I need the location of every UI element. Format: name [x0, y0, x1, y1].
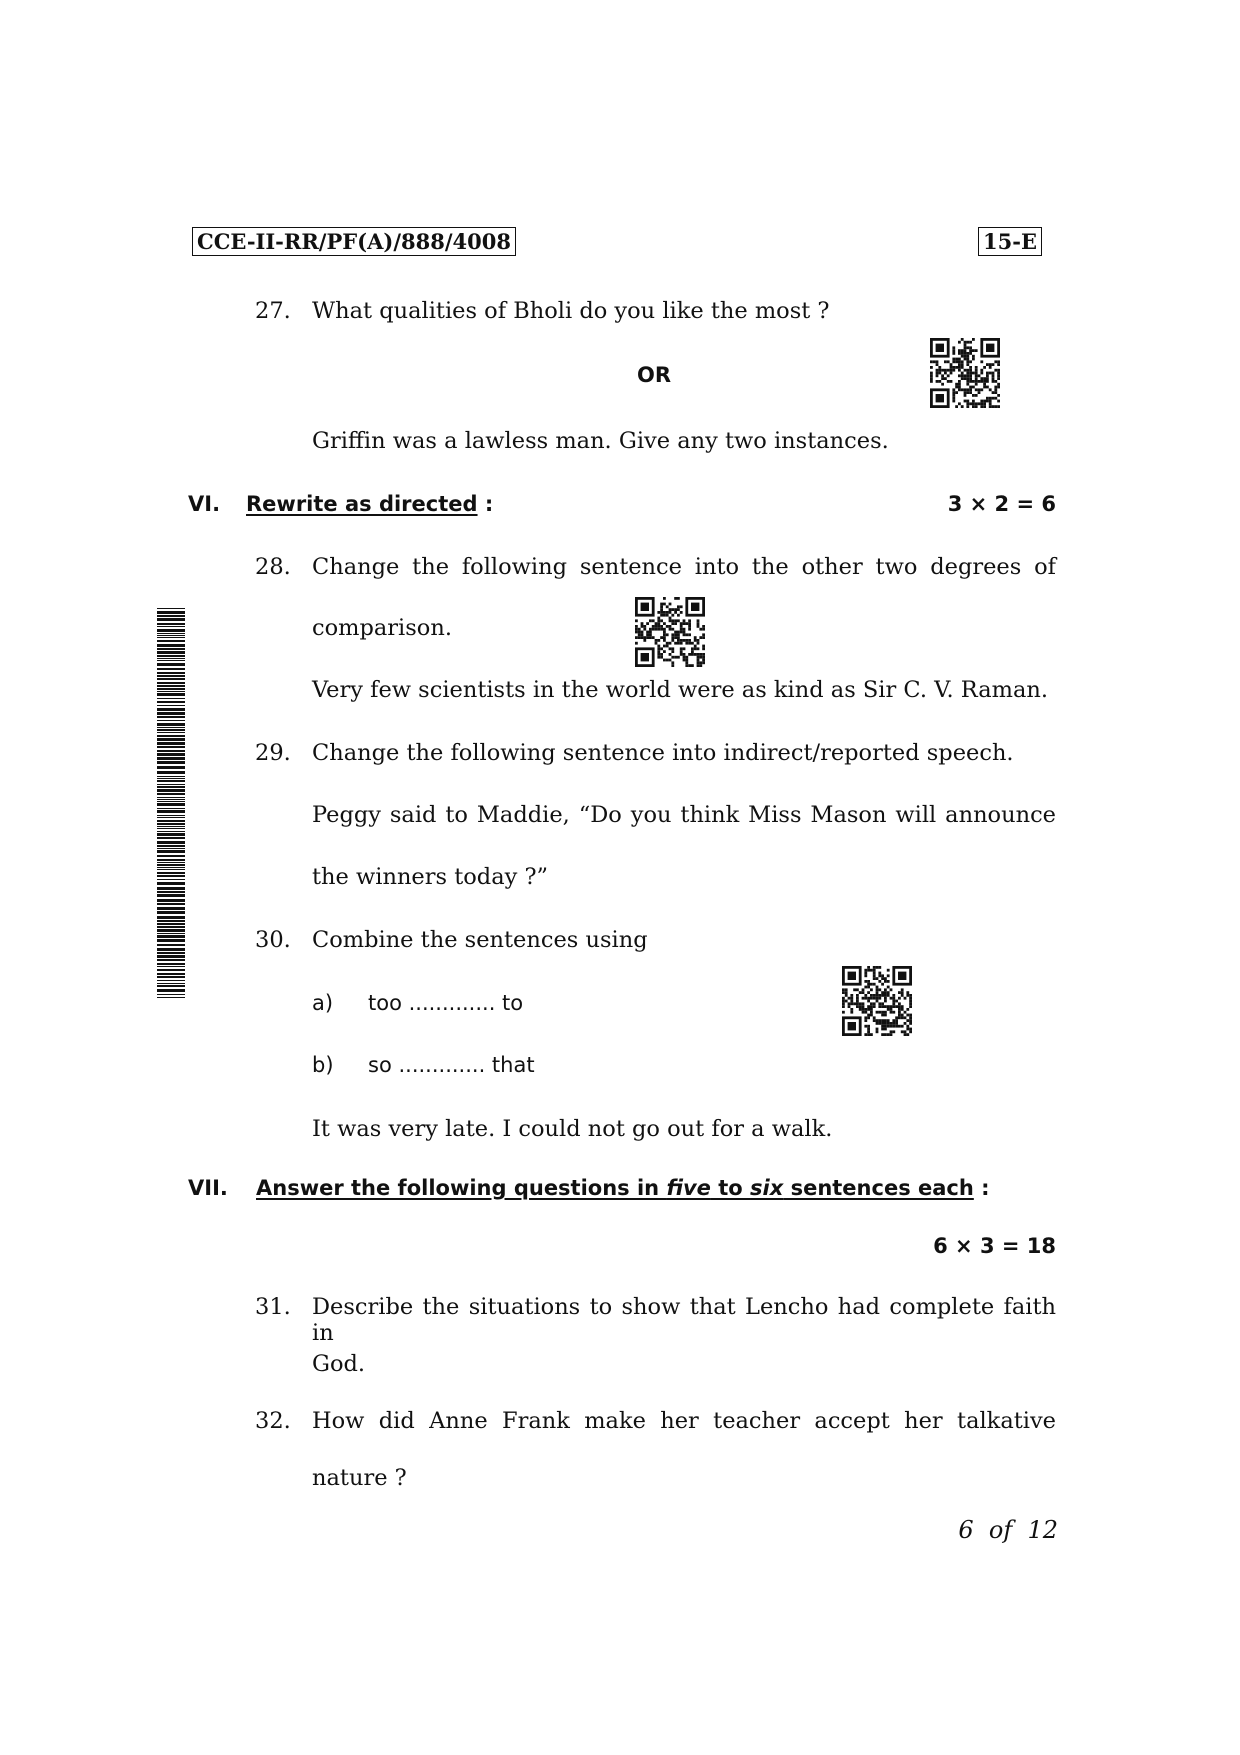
paper-code: CCE-II-RR/PF(A)/888/4008	[192, 227, 516, 256]
option-text: so ............. that	[368, 1053, 535, 1077]
question-text: Peggy said to Maddie, “Do you think Miss Mason will announce	[312, 802, 1056, 828]
barcode-icon	[157, 608, 185, 998]
section-title-emphasis: six	[750, 1176, 784, 1200]
qr-code-icon	[930, 338, 1000, 408]
page-number: 6 of 12	[958, 1516, 1058, 1544]
section-number: VI.	[188, 492, 221, 516]
section-title: Rewrite as directed	[246, 492, 478, 516]
question-text: Griffin was a lawless man. Give any two instances.	[312, 428, 889, 454]
section-title-part: sentences each	[783, 1176, 974, 1200]
section-heading	[246, 492, 493, 516]
question-text: God.	[312, 1351, 366, 1377]
question-text: Combine the sentences using	[312, 927, 648, 953]
question-text: nature ?	[312, 1465, 407, 1491]
question-number: 29.	[255, 740, 291, 766]
set-code: 15-E	[978, 227, 1042, 256]
question-text: What qualities of Bholi do you like the most ?	[312, 298, 830, 324]
question-text: Describe the situations to show that Lencho had complete faith in	[312, 1294, 1056, 1346]
section-colon: :	[484, 492, 494, 516]
section-title	[256, 1176, 974, 1200]
or-label: OR	[637, 363, 672, 387]
section-colon: :	[981, 1176, 990, 1200]
question-text: Change the following sentence into indirect/reported speech.	[312, 740, 1014, 766]
question-text: the winners today ?”	[312, 864, 549, 890]
section-number: VII.	[188, 1176, 228, 1200]
option-label: b)	[312, 1053, 334, 1077]
section-title-part: to	[710, 1176, 751, 1200]
question-text: Change the following sentence into the other two degrees of	[312, 554, 1056, 580]
option-text: too ............. to	[368, 991, 524, 1015]
question-number: 27.	[255, 298, 291, 324]
qr-code-icon	[635, 597, 705, 667]
question-number: 28.	[255, 554, 291, 580]
section-marks: 3 × 2 = 6	[947, 492, 1056, 516]
section-title-part: Answer the following questions in	[256, 1176, 667, 1200]
section-heading	[256, 1176, 990, 1200]
section-marks: 6 × 3 = 18	[933, 1234, 1056, 1258]
qr-code-icon	[842, 966, 912, 1036]
question-text: Very few scientists in the world were as kind as Sir C. V. Raman.	[312, 677, 1049, 703]
question-text: It was very late. I could not go out for a walk.	[312, 1116, 833, 1142]
question-text: How did Anne Frank make her teacher accept her talkative	[312, 1408, 1056, 1434]
question-number: 30.	[255, 927, 291, 953]
section-title-emphasis: five	[666, 1176, 711, 1200]
question-number: 31.	[255, 1294, 291, 1320]
question-text: comparison.	[312, 615, 452, 641]
question-number: 32.	[255, 1408, 291, 1434]
option-label: a)	[312, 991, 334, 1015]
